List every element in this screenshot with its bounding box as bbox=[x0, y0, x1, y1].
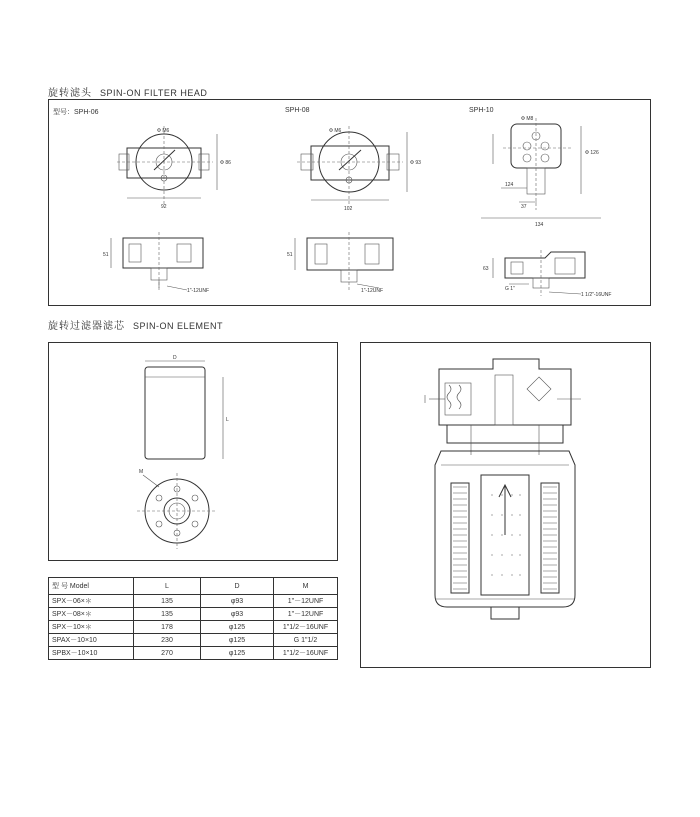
model-label-sph06 bbox=[53, 107, 99, 117]
dim-label: 1"-12UNF bbox=[187, 288, 210, 294]
model-sph08: SPH-08 bbox=[285, 107, 310, 114]
section-heading-filter-head bbox=[48, 84, 207, 99]
cell-d: φ125 bbox=[201, 621, 274, 634]
heading-cn: 旋转滤头 bbox=[48, 88, 92, 99]
dim-label: 102 bbox=[344, 206, 353, 212]
cell-m: 1"－12UNF bbox=[274, 595, 338, 608]
cell-l: 178 bbox=[134, 621, 201, 634]
dim-label: 37 bbox=[521, 204, 527, 210]
dim-label: D bbox=[173, 355, 177, 361]
dim-label: Φ M6 bbox=[329, 128, 342, 134]
cell-model: SPX－08×＊ bbox=[49, 608, 134, 621]
table-header-row bbox=[49, 578, 338, 595]
element-side-view bbox=[129, 351, 269, 466]
cell-model: SPX－10×＊ bbox=[49, 621, 134, 634]
cell-m: G 1"1/2 bbox=[274, 634, 338, 647]
heading-en: SPIN-ON FILTER HEAD bbox=[100, 88, 208, 98]
table-row bbox=[49, 608, 338, 621]
dim-label: 92 bbox=[161, 204, 167, 210]
sph08-top-view bbox=[289, 120, 419, 220]
heading-cn: 旋转过滤器滤芯 bbox=[48, 321, 125, 332]
col-l: L bbox=[134, 578, 201, 595]
spec-table bbox=[48, 577, 338, 660]
dim-label: 124 bbox=[505, 182, 514, 188]
dim-label: M bbox=[139, 469, 144, 475]
dim-label: 134 bbox=[535, 222, 544, 228]
col-model: 型 号 Model bbox=[49, 578, 134, 595]
dim-label: Φ 126 bbox=[585, 150, 599, 156]
dim-label: Φ 86 bbox=[220, 160, 231, 166]
cell-l: 230 bbox=[134, 634, 201, 647]
cell-d: φ125 bbox=[201, 647, 274, 660]
col-m: M bbox=[274, 578, 338, 595]
dim-label: Φ M6 bbox=[157, 128, 170, 134]
element-drawing-panel bbox=[48, 342, 338, 561]
cell-model: SPX－06×＊ bbox=[49, 595, 134, 608]
dim-label: 63 bbox=[483, 266, 489, 272]
table-row bbox=[49, 595, 338, 608]
cell-l: 135 bbox=[134, 595, 201, 608]
sph06-top-view bbox=[109, 120, 229, 220]
model-prefix: 型号： bbox=[53, 109, 74, 116]
dim-label: L bbox=[226, 417, 229, 423]
cell-l: 135 bbox=[134, 608, 201, 621]
filter-head-drawing-panel bbox=[48, 99, 651, 306]
heading-en: SPIN-ON ELEMENT bbox=[133, 321, 224, 331]
model-label-sph10 bbox=[469, 107, 494, 114]
cross-section-panel bbox=[360, 342, 651, 668]
cell-l: 270 bbox=[134, 647, 201, 660]
section-heading-spin-on-element bbox=[48, 317, 223, 332]
cell-d: φ93 bbox=[201, 595, 274, 608]
cell-model: SPAX－10×10 bbox=[49, 634, 134, 647]
element-bottom-view bbox=[137, 465, 247, 557]
model-sph06: SPH-06 bbox=[74, 109, 99, 116]
table-row bbox=[49, 621, 338, 634]
dim-label: 1 1/2"-16UNF bbox=[581, 292, 612, 298]
dim-label: 51 bbox=[103, 252, 109, 258]
sph08-side-view bbox=[289, 228, 419, 298]
dim-label: 1"-12UNF bbox=[361, 288, 384, 294]
table-row bbox=[49, 647, 338, 660]
cell-model: SPBX－10×10 bbox=[49, 647, 134, 660]
cell-m: 1"－12UNF bbox=[274, 608, 338, 621]
model-sph10: SPH-10 bbox=[469, 107, 494, 114]
cell-m: 1"1/2－16UNF bbox=[274, 621, 338, 634]
sph06-side-view bbox=[103, 228, 227, 298]
cell-d: φ93 bbox=[201, 608, 274, 621]
model-label-sph08 bbox=[285, 107, 310, 114]
dim-label: G 1" bbox=[505, 286, 515, 292]
dim-label: 51 bbox=[287, 252, 293, 258]
dim-label: Φ M8 bbox=[521, 116, 534, 122]
col-d: D bbox=[201, 578, 274, 595]
dim-label: Φ 93 bbox=[410, 160, 421, 166]
cell-m: 1"1/2－16UNF bbox=[274, 647, 338, 660]
filter-cross-section bbox=[421, 355, 601, 635]
sph10-side-view bbox=[485, 250, 625, 306]
cell-d: φ125 bbox=[201, 634, 274, 647]
sph10-top-view bbox=[481, 114, 611, 234]
table-row bbox=[49, 634, 338, 647]
